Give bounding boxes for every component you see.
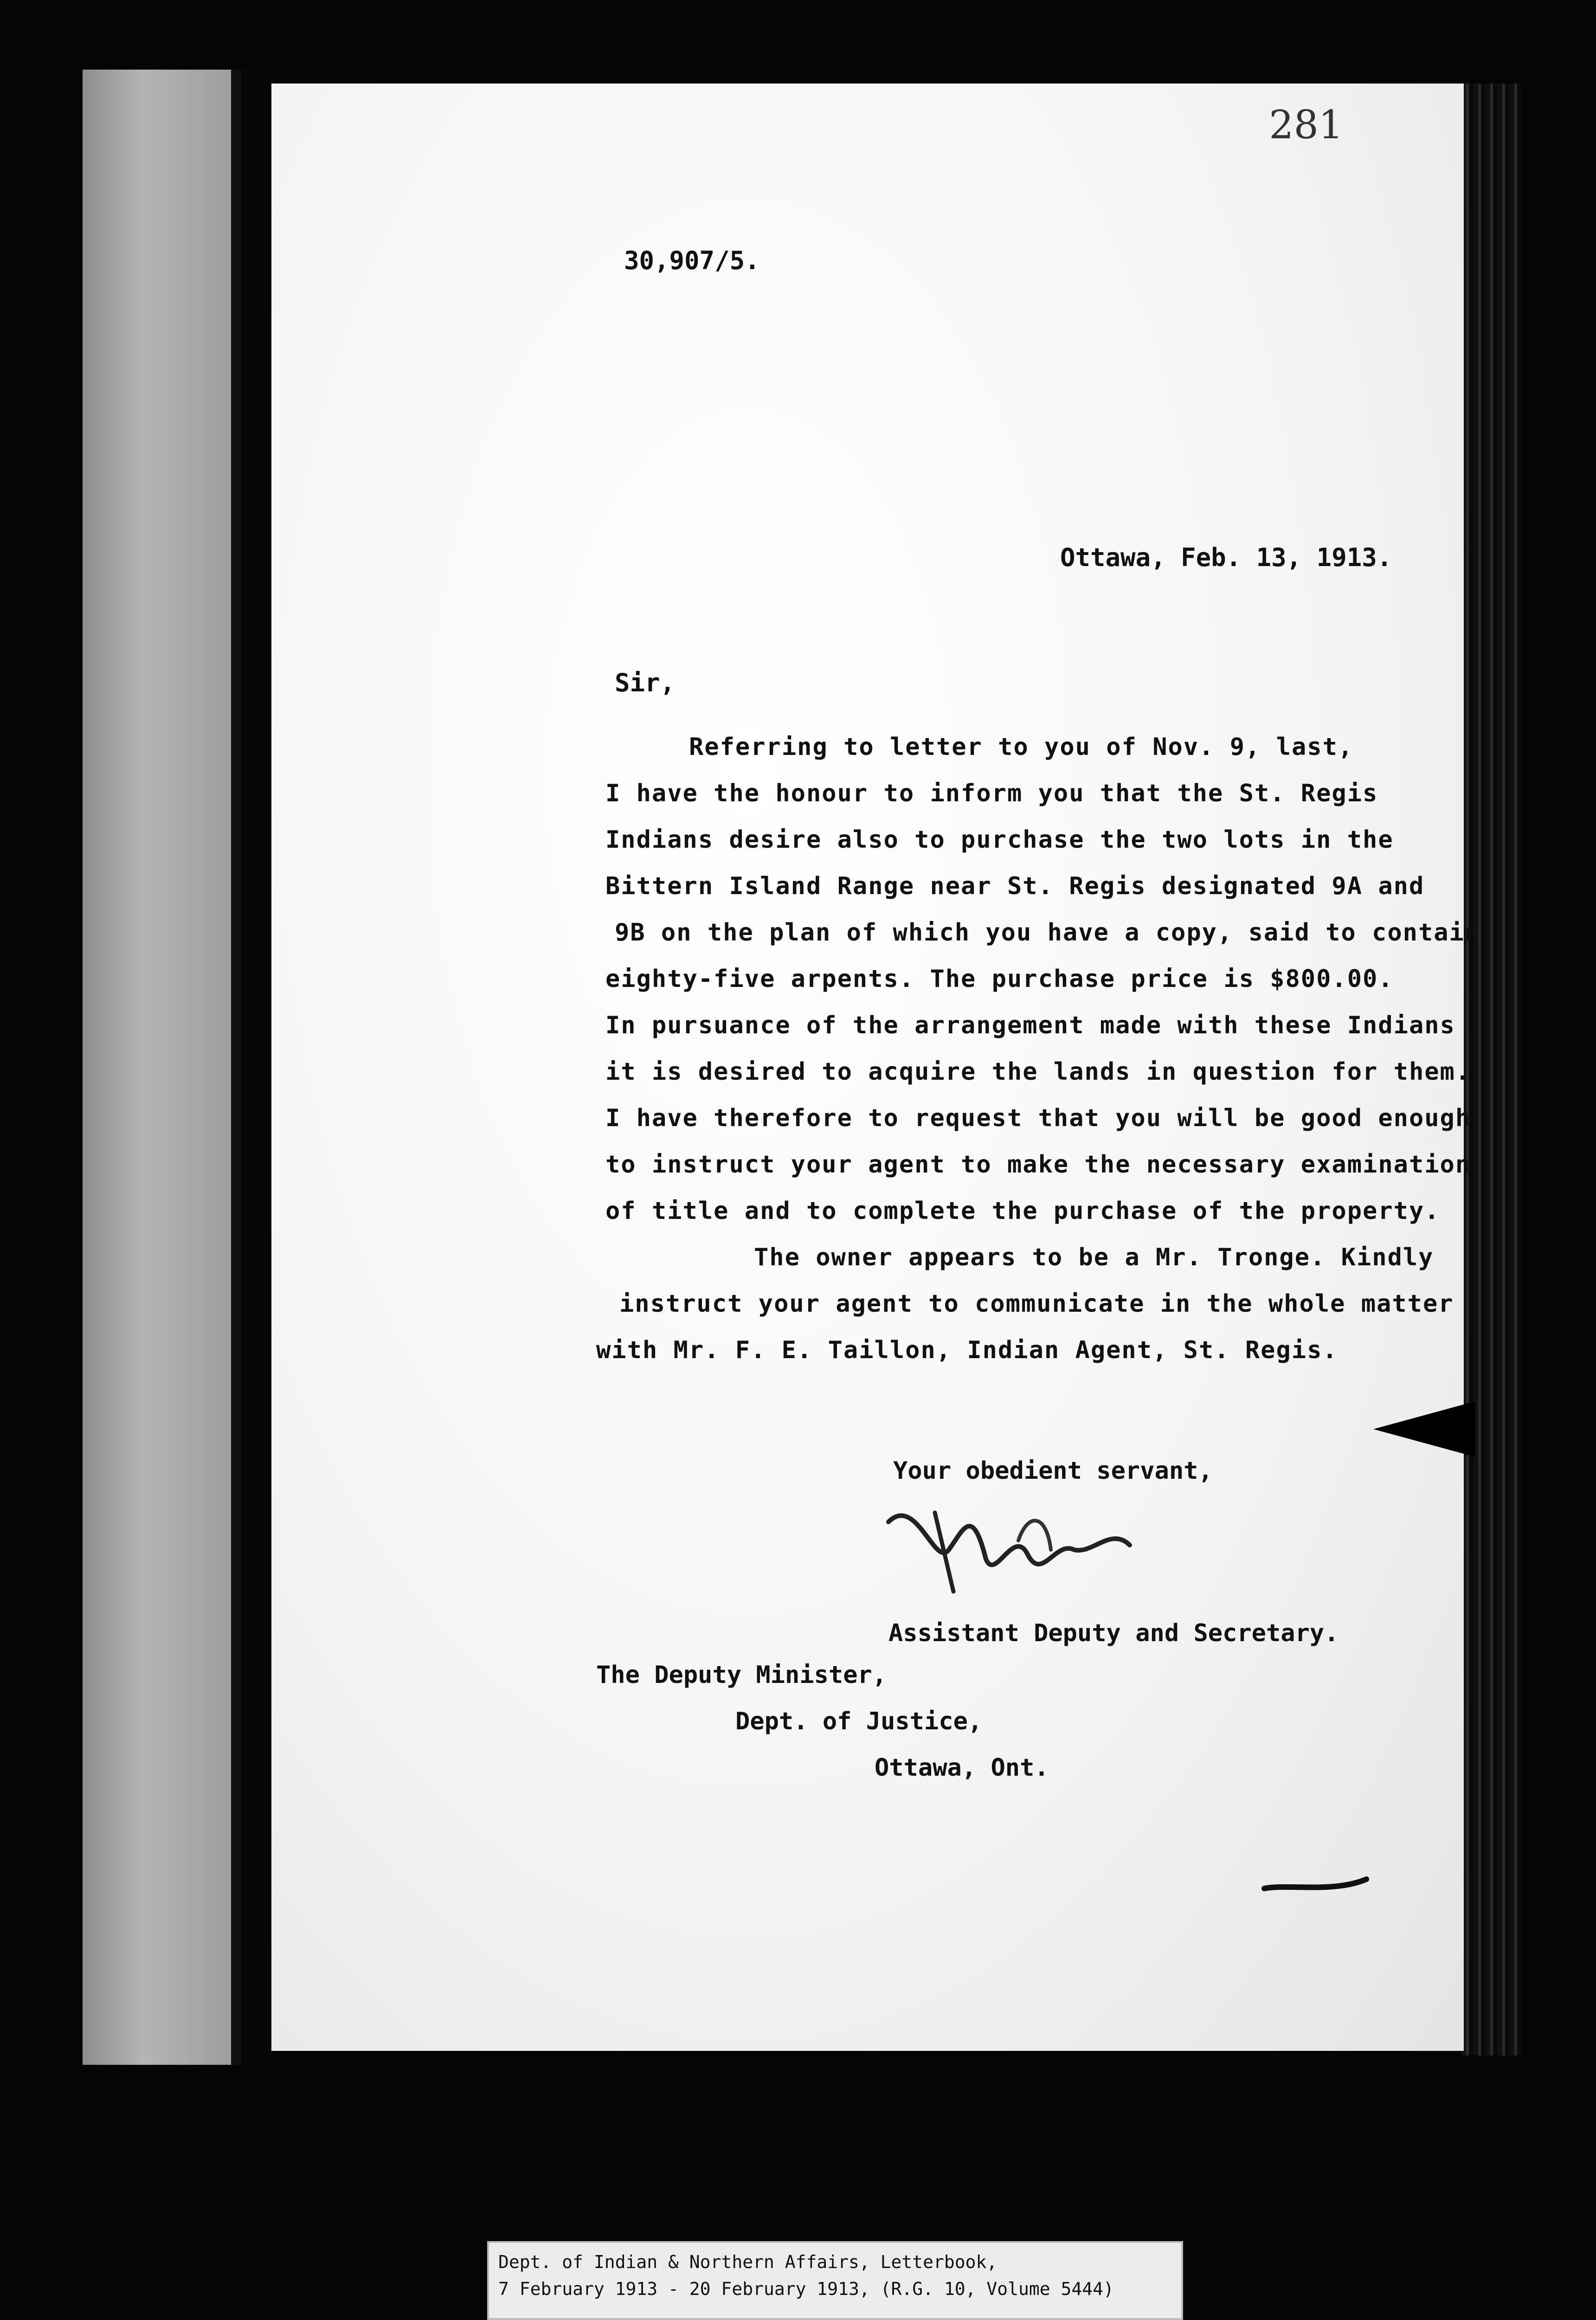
body-line: 9B on the plan of which you have a copy, said to contain <box>615 919 1480 947</box>
letter-page <box>271 84 1480 2051</box>
archival-label <box>487 2241 1183 2320</box>
body-line: eighty-five arpents. The purchase price is $800.00. <box>605 965 1394 993</box>
signatory-title: Assistant Deputy and Secretary. <box>888 1619 1339 1647</box>
body-line: Indians desire also to purchase the two lots in the <box>605 826 1394 854</box>
body-line: Referring to letter to you of Nov. 9, last, <box>689 733 1354 761</box>
closing: Your obedient servant, <box>893 1457 1213 1485</box>
archival-label-line1: Dept. of Indian & Northern Affairs, Letterbook, <box>498 2252 998 2272</box>
page-number: 281 <box>1269 102 1344 148</box>
pen-mark <box>1260 1870 1371 1898</box>
body-line: I have the honour to inform you that the St. Regis <box>605 780 1378 807</box>
body-line: to instruct your agent to make the necessary examination <box>605 1151 1471 1179</box>
body-line: it is desired to acquire the lands in question for them. <box>605 1058 1471 1086</box>
body-line: of title and to complete the purchase of the property. <box>605 1197 1440 1225</box>
addressee-line: Ottawa, Ont. <box>875 1754 1049 1782</box>
facing-page-edge <box>83 70 243 2065</box>
file-number: 30,907/5. <box>624 246 760 275</box>
salutation: Sir, <box>615 668 676 697</box>
body-line: Bittern Island Range near St. Regis designated 9A and <box>605 872 1425 900</box>
addressee-line: The Deputy Minister, <box>596 1661 887 1689</box>
book-gutter <box>241 70 274 2065</box>
addressee-line: Dept. of Justice, <box>735 1708 983 1735</box>
date-line: Ottawa, Feb. 13, 1913. <box>1060 543 1392 572</box>
signature <box>879 1485 1139 1605</box>
page-pointer-arrow <box>1373 1401 1475 1457</box>
body-line: I have therefore to request that you will be good enough <box>605 1104 1471 1132</box>
body-line: In pursuance of the arrangement made with these Indians <box>605 1012 1455 1039</box>
archival-label-line2: 7 February 1913 - 20 February 1913, (R.G. 10, Volume 5444) <box>498 2279 1114 2299</box>
body-line: instruct your agent to communicate in the whole matter <box>619 1290 1454 1318</box>
body-line: The owner appears to be a Mr. Tronge. Kindly <box>754 1244 1434 1271</box>
body-line: with Mr. F. E. Taillon, Indian Agent, St. Regis. <box>596 1336 1338 1364</box>
